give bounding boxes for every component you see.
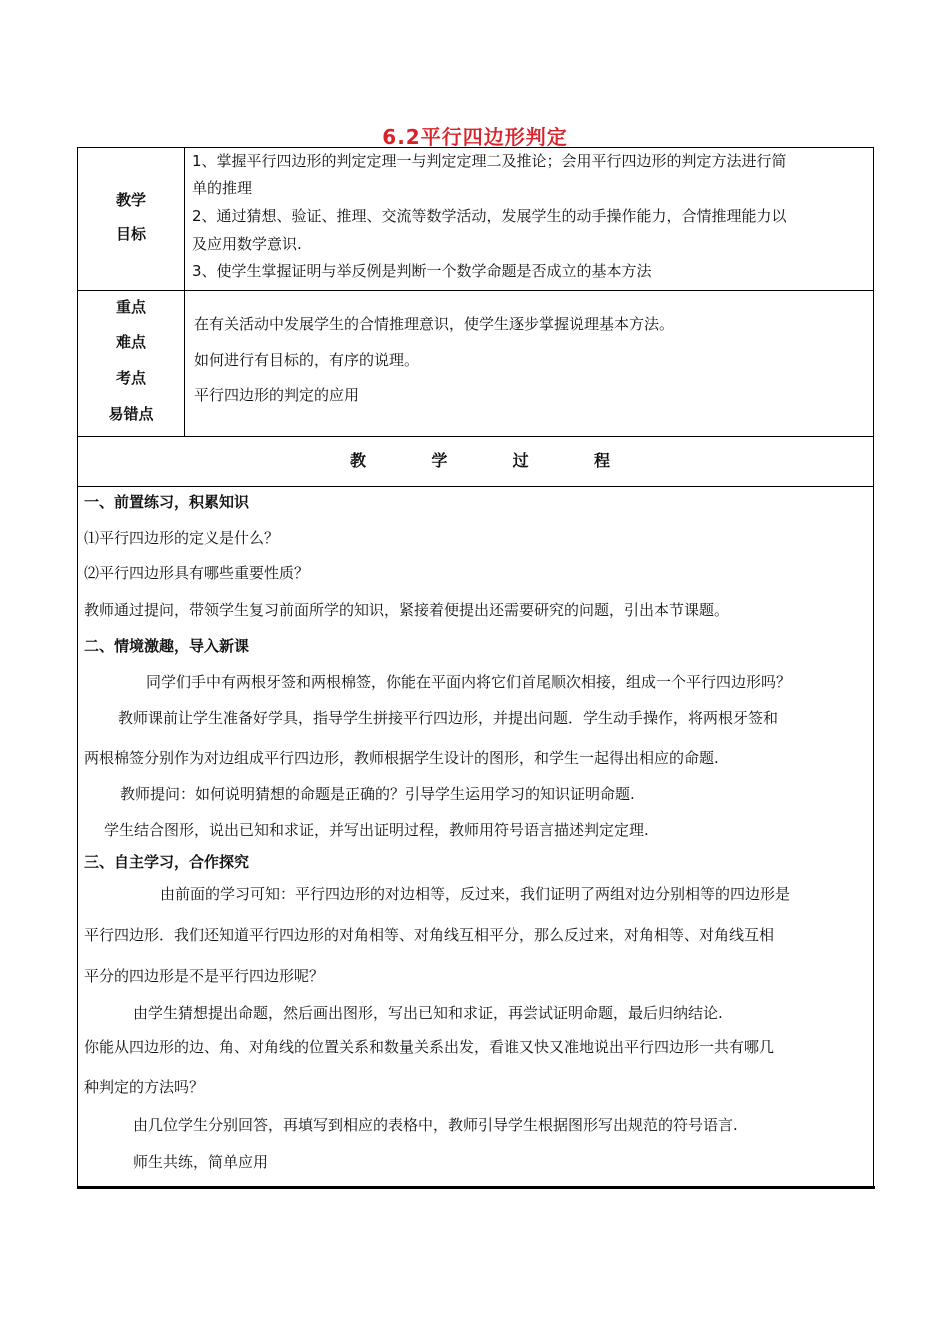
process-header-char: 教 [350,451,367,470]
key-point-line: 在有关活动中发展学生的合情推理意识，使学生逐步掌握说理基本方法。 [194,315,675,333]
table-row-divider [77,486,874,487]
exam-points-label: 考点 [115,369,146,387]
table-row-divider [77,436,874,437]
body-line: 教师课前让学生准备好学具，指导学生拼接平行四边形，并提出问题．学生动手操作，将两根牙签和 [118,709,779,727]
table-bottom-border [77,1186,875,1189]
process-header-char: 学 [431,451,448,470]
process-header-char: 程 [593,451,610,470]
body-line: 教师通过提问，带领学生复习前面所学的知识，紧接着便提出还需要研究的问题，引出本节课题。 [84,601,730,619]
table-column-divider [184,147,185,437]
objectives-label: 目标 [115,225,146,243]
table-row-divider [77,290,874,291]
key-point-line: 如何进行有目标的，有序的说理。 [194,351,420,369]
lesson-table [77,147,874,1187]
body-line: 由学生猜想提出命题，然后画出图形，写出已知和求证，再尝试证明命题，最后归纳结论. [133,1004,723,1022]
objective-line: 1、掌握平行四边形的判定定理一与判定定理二及推论；会用平行四边形的判定方法进行简 [192,152,787,170]
body-line: 平分的四边形是不是平行四边形呢？ [84,967,325,985]
difficulty-label: 难点 [115,333,146,351]
document-title: 6.2平行四边形判定 [382,125,568,149]
body-line: 你能从四边形的边、角、对角线的位置关系和数量关系出发，看谁又快又准地说出平行四边形一共有哪几 [84,1038,775,1056]
body-line: 教师提问：如何说明猜想的命题是正确的？引导学生运用学习的知识证明命题. [120,785,635,803]
body-line: 师生共练，简单应用 [133,1153,269,1171]
key-points-label: 重点 [115,298,146,316]
objective-line: 2、通过猜想、验证、推理、交流等数学活动，发展学生的动手操作能力，合情推理能力以 [192,207,787,225]
section-heading: 三、自主学习，合作探究 [84,853,250,871]
body-line: 种判定的方法吗？ [84,1078,205,1096]
objective-line: 3、使学生掌握证明与举反例是判断一个数学命题是否成立的基本方法 [192,262,652,280]
body-line: ⑴平行四边形的定义是什么？ [84,529,280,547]
error-prone-label: 易错点 [108,405,154,423]
body-line: 由几位学生分别回答，再填写到相应的表格中，教师引导学生根据图形写出规范的符号语言. [133,1116,738,1134]
section-heading: 一、前置练习，积累知识 [84,493,250,511]
objective-line: 单的推理 [192,179,253,197]
key-point-line: 平行四边形的判定的应用 [194,386,360,404]
process-header-char: 过 [512,451,529,470]
body-line: ⑵平行四边形具有哪些重要性质？ [84,564,310,582]
objective-line: 及应用数学意识. [192,235,302,253]
objectives-label: 教学 [115,191,146,209]
body-line: 平行四边形．我们还知道平行四边形的对角相等、对角线互相平分，那么反过来，对角相等、对角线互相 [84,926,775,944]
body-line: 两根棉签分别作为对边组成平行四边形，教师根据学生设计的图形，和学生一起得出相应的命题. [84,749,719,767]
body-line: 学生结合图形，说出已知和求证，并写出证明过程，教师用符号语言描述判定定理. [104,821,649,839]
process-header [350,448,610,471]
body-line: 同学们手中有两根牙签和两根棉签，你能在平面内将它们首尾顺次相接，组成一个平行四边形吗？ [146,673,792,691]
section-heading: 二、情境激趣，导入新课 [84,637,250,655]
body-line: 由前面的学习可知：平行四边形的对边相等，反过来，我们证明了两组对边分别相等的四边形是 [160,885,791,903]
